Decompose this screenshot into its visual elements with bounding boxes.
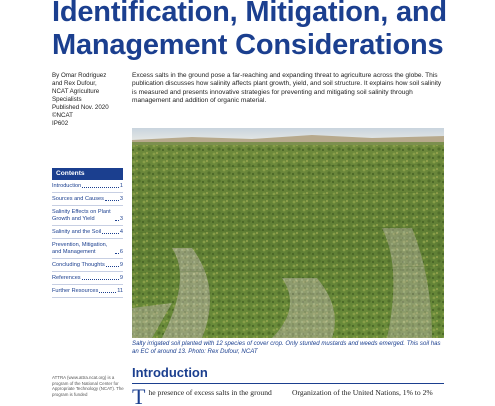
contents-item-label: Concluding Thoughts <box>52 262 105 268</box>
contents-item-further-resources[interactable] <box>52 285 123 298</box>
dot-leader <box>82 187 119 188</box>
contents-header: Contents <box>52 168 123 180</box>
body-text-right: Organization of the United Nations, 1% to 2% <box>292 388 433 397</box>
dot-leader <box>99 292 116 293</box>
section-heading-introduction: Introduction <box>132 365 444 384</box>
abstract-paragraph: Excess salts in the ground pose a far-reaching and expanding threat to agriculture across the globe. This publication discusses how salinity affects plant growth, yield, and soil structure. It explains how soil salinity is measured and presents innovative strategies for preventing and mitigating soil salinity through management and addition of organic material. <box>132 72 442 105</box>
dot-leader <box>115 253 119 254</box>
dot-leader <box>82 279 119 280</box>
contents-item-concluding[interactable] <box>52 259 123 272</box>
byline-line: By Omar Rodriguez <box>52 72 107 79</box>
byline-line: IP602 <box>52 120 69 127</box>
contents-item-page: 9 <box>119 262 123 268</box>
contents-item-page: 1 <box>119 183 123 189</box>
contents-item-salinity-effects[interactable] <box>52 206 123 226</box>
contents-item-label: Sources and Causes <box>52 196 104 202</box>
contents-item-label: References <box>52 275 81 281</box>
body-text-left: he presence of excess salts in the ground <box>148 388 272 397</box>
title-line-2: Management Considerations <box>52 29 444 61</box>
dot-leader <box>115 220 119 221</box>
contents-item-page: 3 <box>119 216 123 222</box>
byline-line: Specialists <box>52 96 82 103</box>
contents-item-page: 4 <box>119 229 123 235</box>
byline-line: and Rex Dufour, <box>52 80 97 87</box>
contents-item-introduction[interactable] <box>52 180 123 193</box>
contents-item-references[interactable] <box>52 272 123 285</box>
contents-item-label: Further Resources <box>52 288 99 294</box>
body-column-right <box>292 388 442 397</box>
cover-crop-field-photo <box>132 128 444 338</box>
contents-item-page: 9 <box>119 275 123 281</box>
body-column-left <box>132 388 282 406</box>
contents-item-label: Salinity and the Soil <box>52 229 102 235</box>
attra-note: ATTRA (www.attra.ncat.org) is a program of the National Center for Appropriate Technology (NCAT). The program is funded <box>52 375 124 397</box>
title-line-1: Identification, Mitigation, and <box>52 0 447 28</box>
author-byline <box>52 72 130 128</box>
contents-item-label: Prevention, Mitigation, and Management <box>52 242 108 255</box>
field-photo-illustration <box>132 128 444 338</box>
dot-leader <box>105 200 119 201</box>
publication-title <box>52 0 492 62</box>
contents-item-page: 6 <box>119 249 123 255</box>
contents-item-prevention[interactable] <box>52 239 123 259</box>
dot-leader <box>102 233 119 234</box>
contents-item-label: Introduction <box>52 183 82 189</box>
drop-cap: T <box>132 388 146 406</box>
byline-line: NCAT Agriculture <box>52 88 100 95</box>
byline-line: ©NCAT <box>52 112 73 119</box>
contents-item-page: 11 <box>117 288 123 294</box>
photo-caption: Salty irrigated soil planted with 12 species of cover crop. Only stunted mustards and weeds emerged. This soil has an EC of around 13. Photo: Rex Dufour, NCAT <box>132 340 441 355</box>
byline-line: Published Nov. 2020 <box>52 104 109 111</box>
contents-item-sources[interactable] <box>52 193 123 206</box>
contents-item-salinity-soil[interactable] <box>52 226 123 239</box>
dot-leader <box>106 266 119 267</box>
contents-box <box>52 168 123 298</box>
contents-item-label: Salinity Effects on Plant Growth and Yield <box>52 209 111 222</box>
contents-item-page: 3 <box>119 196 123 202</box>
